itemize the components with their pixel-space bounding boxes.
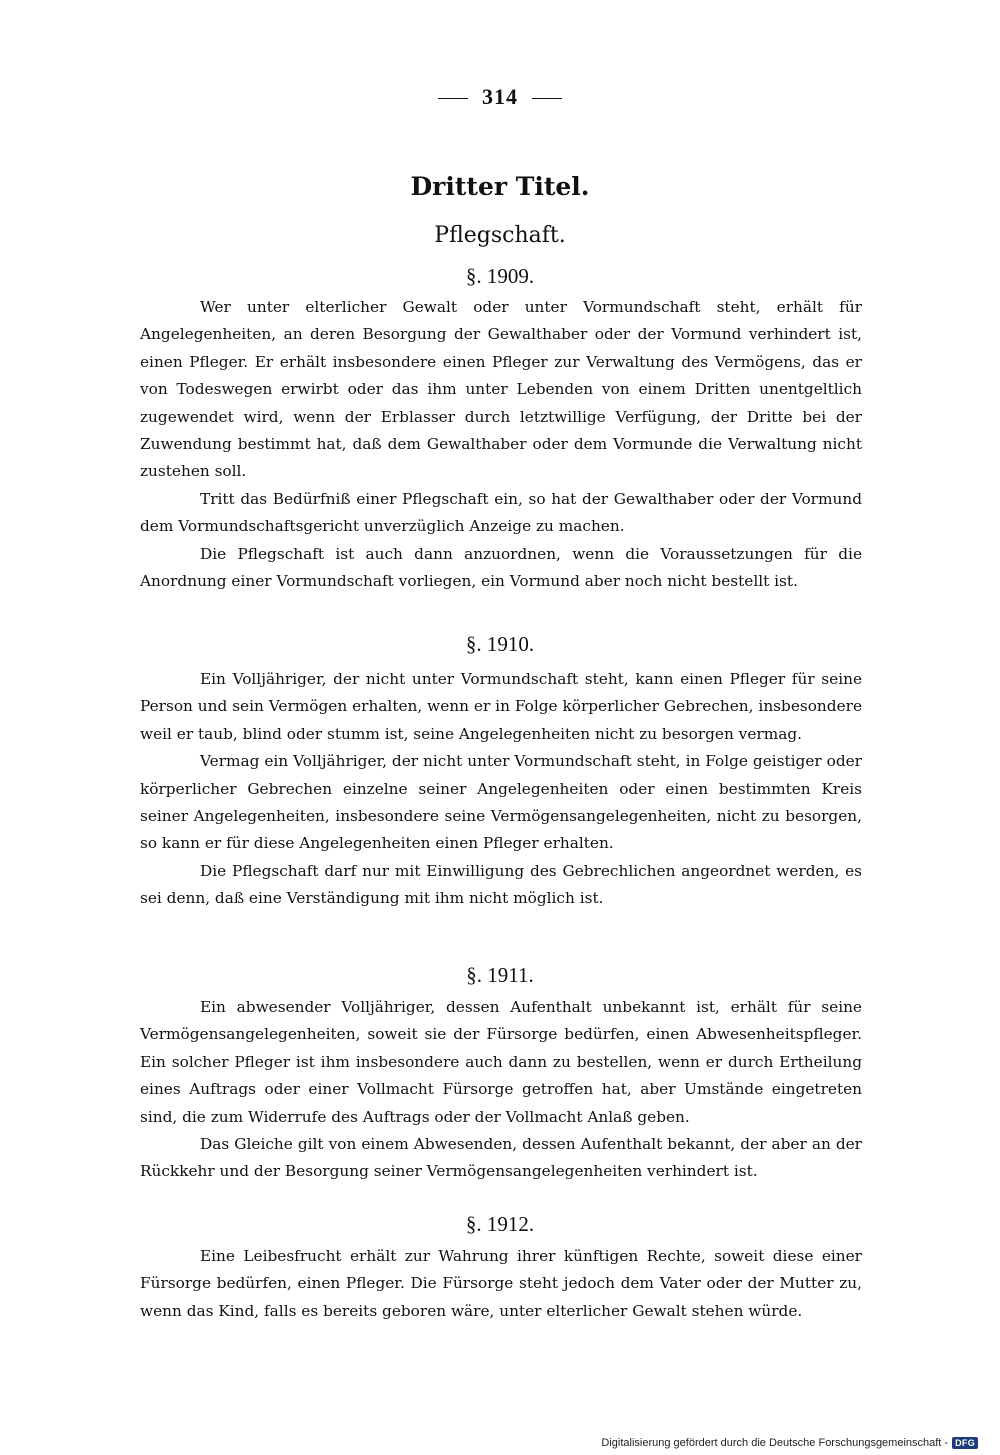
section-body-1912 bbox=[140, 1243, 862, 1325]
subtitle: Pflegschaft. bbox=[434, 223, 566, 248]
paragraph: Tritt das Bedürfniß einer Pflegschaft ein, so hat der Gewalthaber oder der Vormund dem Vormundschaftsgericht unverzüglich Anzeige zu machen. bbox=[140, 489, 862, 536]
paragraph: Die Pflegschaft ist auch dann anzuordnen, wenn die Voraussetzungen für die Anordnung einer Vormundschaft vorliegen, ein Vormund aber noch nicht bestellt ist. bbox=[140, 544, 862, 591]
paragraph: Wer unter elterlicher Gewalt oder unter Vormundschaft steht, erhält für Angelegenheiten, an deren Besorgung der Gewalthaber oder der Vormund verhindert ist, einen Pfleger. Er erhält insbesondere einen Pfleger zur Verwaltung des Vermögens, das er von Todeswegen erwirbt oder das ihm unter Lebenden von einem Dritten unentgeltlich zugewendet wird, wenn der Erblasser durch letztwillige Verfügung, der Dritte bei der Zuwendung bestimmt hat, daß dem Gewalthaber oder dem Vormunde die Verwaltung nicht zustehen soll. bbox=[140, 298, 862, 481]
section-body-1910 bbox=[140, 666, 862, 913]
page-number-text: 314 bbox=[482, 84, 518, 109]
dash-left bbox=[438, 98, 468, 99]
paragraph: Eine Leibesfrucht erhält zur Wahrung ihrer künftigen Rechte, soweit diese einer Fürsorge bedürfen, einen Pfleger. Die Fürsorge steht jedoch dem Vater oder der Mutter zu, wenn das Kind, falls es bereits geboren wäre, unter elterlicher Gewalt stehen würde. bbox=[140, 1247, 862, 1320]
digitization-footer bbox=[601, 1437, 978, 1449]
dash-right bbox=[532, 98, 562, 99]
title: Dritter Titel. bbox=[410, 172, 590, 201]
dfg-logo: DFG bbox=[952, 1437, 978, 1449]
paragraph: Ein abwesender Volljähriger, dessen Aufenthalt unbekannt ist, erhält für seine Vermögensangelegenheiten, soweit sie der Fürsorge bedürfen, einen Abwesenheitspfleger. Ein solcher Pfleger ist ihm insbesondere auch dann zu bestellen, wenn er durch Ertheilung eines Auftrags oder einer Vollmacht Fürsorge getroffen hat, aber Umstände eingetreten sind, die zum Widerrufe des Auftrags oder der Vollmacht Anlaß geben. bbox=[140, 998, 862, 1126]
section-body-1911 bbox=[140, 994, 862, 1186]
paragraph: Die Pflegschaft darf nur mit Einwilligung des Gebrechlichen angeordnet werden, es sei denn, daß eine Verständigung mit ihm nicht möglich ist. bbox=[140, 861, 862, 908]
paragraph: Ein Volljähriger, der nicht unter Vormundschaft steht, kann einen Pfleger für seine Person und sein Vermögen erhalten, wenn er in Folge körperlicher Gebrechen, insbesondere weil er taub, blind oder stumm ist, seine Angelegenheiten nicht zu besorgen vermag. bbox=[140, 670, 862, 743]
paragraph: Das Gleiche gilt von einem Abwesenden, dessen Aufenthalt bekannt, der aber an der Rückkehr und der Besorgung seiner Vermögensangelegenheiten verhindert ist. bbox=[140, 1135, 862, 1181]
section-heading-1909: §. 1909. bbox=[465, 264, 535, 288]
section-heading-1911: §. 1911. bbox=[466, 963, 534, 987]
page-number bbox=[0, 84, 1000, 110]
footer-text: Digitalisierung gefördert durch die Deutsche Forschungsgemeinschaft - bbox=[601, 1437, 949, 1449]
paragraph: Vermag ein Volljähriger, der nicht unter Vormundschaft steht, in Folge geistiger oder körperlicher Gebrechen einzelne seiner Angelegenheiten oder einen bestimmten Kreis seiner Angelegenheiten, insbesondere seine Vermögensangelegenheiten, nicht zu besorgen, so kann er für diese Angelegenheiten einen Pfleger erhalten. bbox=[140, 752, 862, 853]
section-heading-1912: §. 1912. bbox=[465, 1212, 535, 1236]
section-heading-1910: §. 1910. bbox=[465, 632, 535, 656]
section-body-1909 bbox=[140, 294, 862, 595]
